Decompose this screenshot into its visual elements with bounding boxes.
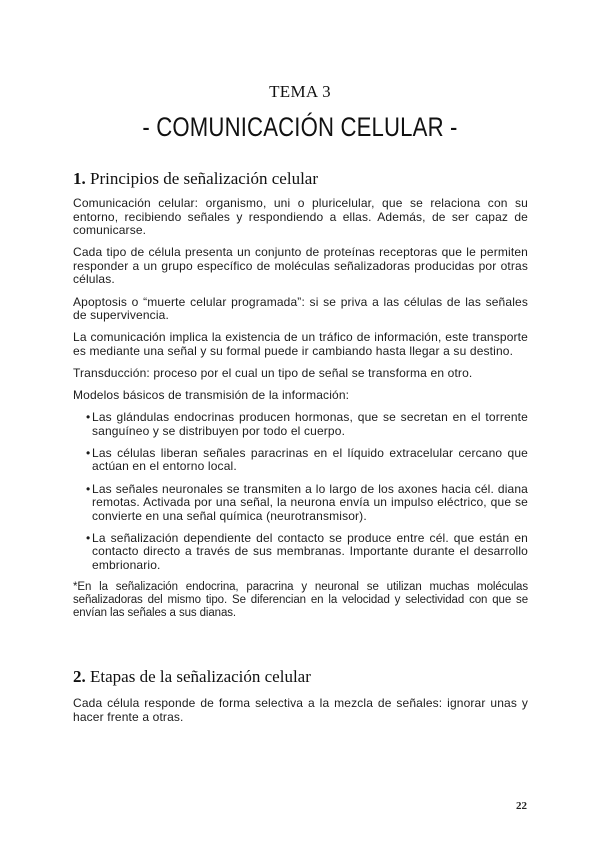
- section-1-heading: [73, 169, 318, 189]
- bullet-icon: •: [86, 445, 91, 460]
- section-2-number: 2.: [73, 667, 86, 686]
- footnote: *En la señalización endocrina, paracrina y neuronal se utilizan muchas moléculas señalizadoras del mismo tipo. Se diferencian en la velocidad y selectividad con que se envían las señales a sus dianas.: [73, 581, 528, 620]
- section-2-heading: [73, 667, 311, 687]
- list-item-text: Las señales neuronales se transmiten a lo largo de los axones hacia cél. diana remotas. Activada por una señal, la neurona envía un impulso eléctrico, que se convierte en una señal química (neurotransmisor).: [92, 481, 528, 523]
- page-number: 22: [516, 800, 527, 812]
- list-item-text: La señalización dependiente del contacto se produce entre cél. que están en contacto directo a través de sus membranas. Importante durante el desarrollo embrionario.: [92, 530, 528, 572]
- paragraph: Cada célula responde de forma selectiva a la mezcla de señales: ignorar unas y hacer frente a otras.: [73, 696, 528, 724]
- bullet-list: [73, 411, 528, 572]
- section-2-title: Etapas de la señalización celular: [90, 667, 311, 686]
- list-item-text: Las células liberan señales paracrinas en el líquido extracelular cercano que actúan en el entorno local.: [92, 445, 528, 474]
- bullet-icon: •: [86, 410, 91, 425]
- list-item: [73, 532, 528, 573]
- chapter-label: TEMA 3: [269, 82, 331, 101]
- section-2-body: [73, 697, 528, 733]
- bullet-icon: •: [86, 481, 91, 496]
- list-item: [73, 411, 528, 438]
- paragraph: Apoptosis o “muerte celular programada”: si se priva a las células de las señales de supervivencia.: [73, 294, 528, 323]
- paragraph: La comunicación implica la existencia de un tráfico de información, este transporte es mediante una señal y su formal puede ir cambiando hasta llegar a su destino.: [73, 330, 528, 358]
- paragraph: Cada tipo de célula presenta un conjunto de proteínas receptoras que le permiten responder a un grupo específico de moléculas señalizadoras producidas por otras células.: [73, 245, 528, 287]
- paragraph: Comunicación celular: organismo, uni o pluricelular, que se relaciona con su entorno, recibiendo señales y respondiendo a ellas. Además, de ser capaz de comunicarse.: [73, 196, 528, 238]
- page-title: - COMUNICACIÓN CELULAR -: [142, 112, 458, 142]
- section-1-number: 1.: [73, 169, 86, 188]
- section-1-body: [73, 197, 528, 629]
- list-item: [73, 483, 528, 524]
- list-item: [73, 447, 528, 474]
- paragraph: Modelos básicos de transmisión de la información:: [73, 388, 350, 403]
- paragraph: Transducción: proceso por el cual un tipo de señal se transforma en otro.: [73, 365, 473, 380]
- list-item-text: Las glándulas endocrinas producen hormonas, que se secretan en el torrente sanguíneo y se distribuyen por todo el cuerpo.: [92, 410, 528, 438]
- section-1-title: Principios de señalización celular: [90, 169, 318, 188]
- bullet-icon: •: [86, 530, 91, 545]
